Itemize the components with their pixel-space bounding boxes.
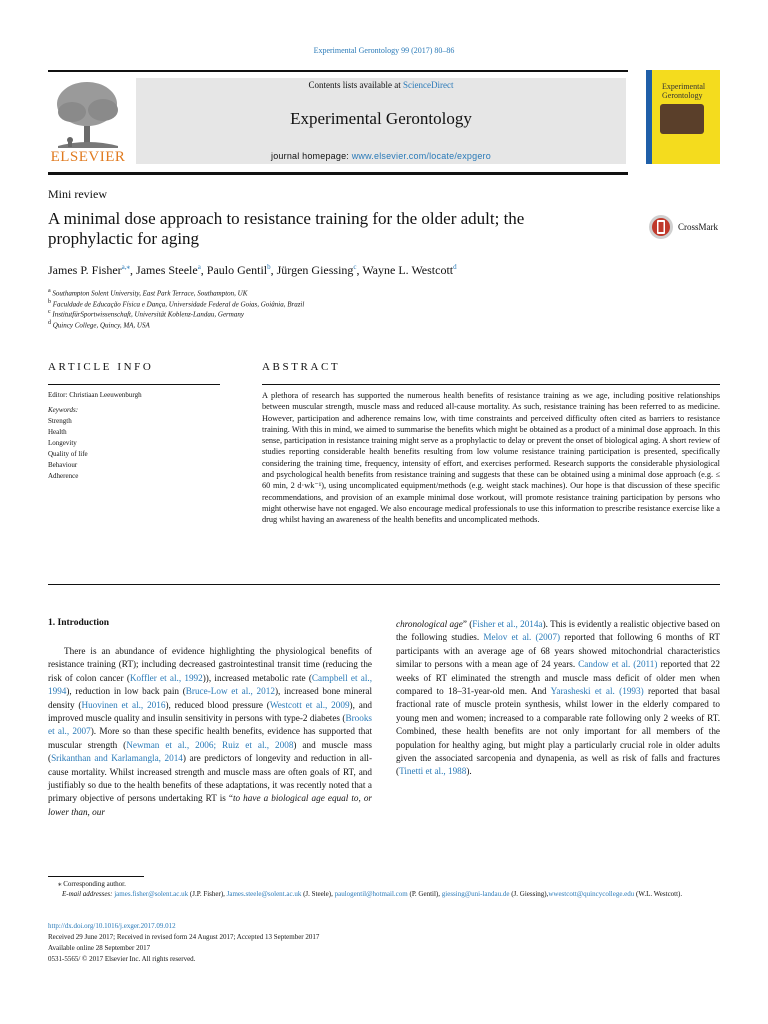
body-text: ), increased bone mineral density (	[48, 686, 372, 710]
author-separator: ,	[270, 263, 277, 277]
cover-strip	[646, 70, 652, 164]
citation-link[interactable]: Candow et al. (2011)	[578, 659, 658, 670]
sciencedirect-link[interactable]: ScienceDirect	[403, 80, 454, 90]
citation-link[interactable]: Huovinen et al., 2016	[81, 699, 166, 710]
cover-image	[660, 104, 704, 134]
keywords-label: Keywords:	[48, 406, 79, 414]
author-list	[48, 263, 728, 278]
author-separator: ,	[200, 263, 207, 277]
body-text: reported that following 6 months of RT participants with an average age of 68 years showed mitochondrial characteristics similar to persons with a mean age of 24 years.	[396, 632, 720, 670]
author-affiliation-mark[interactable]: d	[453, 263, 457, 271]
email-link[interactable]: james.fisher@solent.ac.uk	[114, 890, 189, 898]
journal-cover-thumbnail[interactable]	[646, 70, 720, 164]
body-text: reported that 22 weeks of RT eliminated the strength and muscle mass deficit of older men when compared to 18–31-year-old men. And	[396, 659, 720, 697]
article-info-heading: ARTICLE INFO	[48, 361, 154, 373]
crossmark-badge[interactable]	[648, 214, 728, 242]
citation-link[interactable]: Bruce-Low et al., 2012	[185, 686, 275, 697]
affiliation-key: b	[48, 298, 51, 305]
author-name: Paulo Gentil	[206, 263, 268, 277]
copyright-line: 0531-5565/ © 2017 Elsevier Inc. All rights reserved.	[48, 955, 196, 963]
author-affiliation-mark[interactable]: b	[267, 263, 271, 271]
contents-line: Contents lists available at ScienceDirect	[308, 80, 454, 90]
citation-link[interactable]: Westcott et al., 2009	[269, 699, 350, 710]
email-owner: (J.P. Fisher),	[188, 890, 227, 898]
abstract-bottom-rule	[48, 584, 720, 585]
body-text: ). This is evidently a realistic objective based on the following studies.	[396, 619, 721, 643]
affiliation-text: Faculdade de Educação Física e Dança, Universidade Federal de Goias, Goiânia, Brazil	[51, 299, 305, 308]
author-name: James Steele	[136, 263, 198, 277]
affiliation-key: a	[48, 288, 51, 294]
email-owner: (J. Steele),	[301, 890, 335, 898]
author-affiliation-mark[interactable]: a	[197, 263, 201, 271]
author-affiliation-mark[interactable]: c	[353, 263, 357, 271]
keyword-item: Strength	[48, 417, 72, 425]
author-name: Wayne L. Westcott	[362, 263, 454, 277]
citation-link[interactable]: Newman et al., 2006; Ruiz et al., 2008	[126, 739, 294, 750]
citation-link[interactable]: Brooks et al., 2007	[48, 713, 372, 737]
elsevier-wordmark: ELSEVIER	[50, 149, 126, 165]
email-owner: (J. Giessing),	[509, 890, 549, 898]
author-name: James P. Fisher	[48, 263, 122, 277]
available-online: Available online 28 September 2017	[48, 944, 151, 952]
keyword-item: Behaviour	[48, 461, 78, 469]
citation-link[interactable]: Fisher et al., 2014a	[472, 619, 543, 629]
affiliation-key: d	[48, 319, 51, 326]
affiliation-item	[48, 320, 150, 329]
citation-link[interactable]: Srikanthan and Karlamangla, 2014	[51, 753, 183, 764]
keyword-item: Adherence	[48, 472, 79, 480]
affiliation-item	[48, 288, 247, 297]
affiliation-key: c	[48, 309, 51, 315]
abstract-heading: ABSTRACT	[262, 361, 341, 373]
keyword-item: Health	[48, 428, 67, 436]
citation-link[interactable]: Koffler et al., 1992	[129, 672, 203, 683]
body-text: ” (	[462, 619, 473, 629]
quoted-text: to have a biological age equal to, or lower than, our	[48, 793, 372, 817]
header-top-rule	[48, 70, 628, 72]
introduction-heading: 1. Introduction	[48, 618, 110, 628]
email-link[interactable]: giessing@uni-landau.de	[441, 890, 510, 898]
author-separator: ,	[356, 263, 363, 277]
abstract-text: A plethora of research has supported the numerous health benefits of resistance training as we age, including positive relationships between muscular strength, muscle mass and reduced all-cause mortality. As such, resistance training has been referred to as medicine. However, participation and adherence remains low, with time constraints and perceived difficulty often cited as barriers to resistance training. With this in mind, we aimed to summarise the benefits which might be obtained as a product of a minimal dose approach. In this sense, participation in resistance training might serve as a prophylactic to delay or prevent the onset of biological aging. A short review of studies reporting considerable health benefits resulting from low volume resistance training participation is presented, specifically considering the training time, frequency, intensity of effort, and exercises performed. Research supports the considerable physiological and psychological health benefits from resistance training and suggests that these can be obtained using a minimal dose approach (e.g. ≤ 60 min, 2 d·wk⁻¹), using uncomplicated equipment/methods (e.g. weight stack machines). Our hope is that discussion of these specific recommendations, and provision of an example minimal dose workout, will promote resistance training participation by persons who might otherwise have not engaged. We also encourage medical professionals to use this information to prescribe resistance exercise like a drug whilst having an awareness of the health benefits and uncomplicated methods.	[262, 391, 720, 525]
homepage-link[interactable]: www.elsevier.com/locate/expgero	[351, 151, 491, 161]
journal-homepage: journal homepage: www.elsevier.com/locate/expgero	[271, 151, 491, 161]
header-bottom-rule	[48, 172, 628, 175]
keyword-item: Quality of life	[48, 450, 88, 458]
editor-line: Editor: Christiaan Leeuwenburgh	[48, 391, 142, 399]
author-name: Jürgen Giessing	[276, 263, 354, 277]
keyword-list	[48, 416, 88, 482]
keyword-item: Longevity	[48, 439, 77, 447]
journal-citation-link[interactable]: Experimental Gerontology 99 (2017) 80–86	[313, 46, 455, 55]
body-column-left	[48, 645, 372, 819]
journal-title: Experimental Gerontology	[290, 109, 472, 128]
affiliation-text: Southampton Solent University, East Park Terrace, Southampton, UK	[50, 289, 248, 298]
affiliation-item	[48, 299, 304, 308]
body-text: reported that basal fractional rate of muscle protein synthesis, whilst lower in the elderly compared to young men and women; increased to a comparable rate following only 2 weeks of RT. Combined, these health benefits are not only important for all members of the population for healthy aging, but might play a particularly crucial role in older adults given the associated sarcopenia and dynapenia, as well as risk of falls and fractures (	[396, 686, 721, 777]
email-owner: (P. Gentil),	[407, 890, 442, 898]
body-text: ) are predictors of longevity and reduction in all-cause mortality. Whilst increased strength and muscle mass are often goals of RT, and justifiably so due to the health benefits of these adaptations, it was recently noted that a primary objective of persons undertaking RT is “	[48, 753, 373, 804]
email-owner: (W.L. Westcott).	[634, 890, 683, 898]
body-text: )), increased metabolic rate (	[202, 672, 312, 683]
citation-link[interactable]: Melov et al. (2007)	[483, 632, 561, 643]
abstract-rule	[262, 384, 720, 385]
article-info-rule	[48, 384, 220, 385]
email-link[interactable]: James.steele@solent.ac.uk	[226, 890, 302, 898]
body-text: ), reduced blood pressure (	[165, 699, 270, 710]
affiliation-text: InstitutfürSportwissenschaft, Universität Koblenz-Landau, Germany	[50, 310, 244, 319]
received-dates: Received 29 June 2017; Received in revised form 24 August 2017; Accepted 13 September 2017	[48, 933, 320, 941]
email-link[interactable]: paulogentil@hotmail.com	[334, 890, 408, 898]
email-addresses	[48, 889, 720, 900]
body-text: ) and muscle mass (	[48, 739, 372, 764]
article-title: A minimal dose approach to resistance training for the older adult; the prophylactic for aging	[48, 209, 525, 248]
article-type: Mini review	[48, 187, 107, 201]
footnote-rule	[48, 876, 144, 877]
citation-link[interactable]: Campbell et al., 1994	[48, 672, 373, 697]
email-label: E-mail addresses:	[62, 890, 115, 898]
crossmark-label: CrossMark	[678, 222, 718, 232]
body-text: ).	[466, 766, 472, 777]
body-text: ). More so than these specific health benefits, evidence has supported that muscular strength (	[48, 726, 372, 750]
corresponding-author-note: ⁎ Corresponding author.	[58, 880, 126, 888]
doi-link[interactable]: http://dx.doi.org/10.1016/j.exger.2017.09.012	[48, 922, 176, 930]
body-text: ), reduction in low back pain (	[66, 686, 186, 697]
cover-title: Experimental Gerontology	[662, 82, 706, 100]
author-affiliation-mark[interactable]: a,⁎	[121, 263, 131, 271]
citation-link[interactable]: Yarasheski et al. (1993)	[550, 686, 644, 697]
body-column-right	[396, 618, 720, 779]
affiliation-text: Quincy College, Quincy, MA, USA	[51, 320, 150, 329]
author-separator: ,	[130, 263, 137, 277]
crossmark-icon	[648, 214, 674, 240]
email-link[interactable]: wwestcott@quincycollege.edu	[548, 890, 635, 898]
citation-link[interactable]: Tinetti et al., 1988	[399, 766, 467, 777]
body-text: ), and improved muscle quality and insulin sensitivity in persons with type-2 diabetes (	[48, 699, 373, 724]
quoted-text: chronological age	[396, 619, 463, 629]
body-text: There is an abundance of evidence highlighting the physiological benefits of resistance training (RT); including decreased gastrointestinal transit time (reducing the risk of colon cancer (	[48, 646, 372, 683]
affiliation-item	[48, 309, 244, 318]
